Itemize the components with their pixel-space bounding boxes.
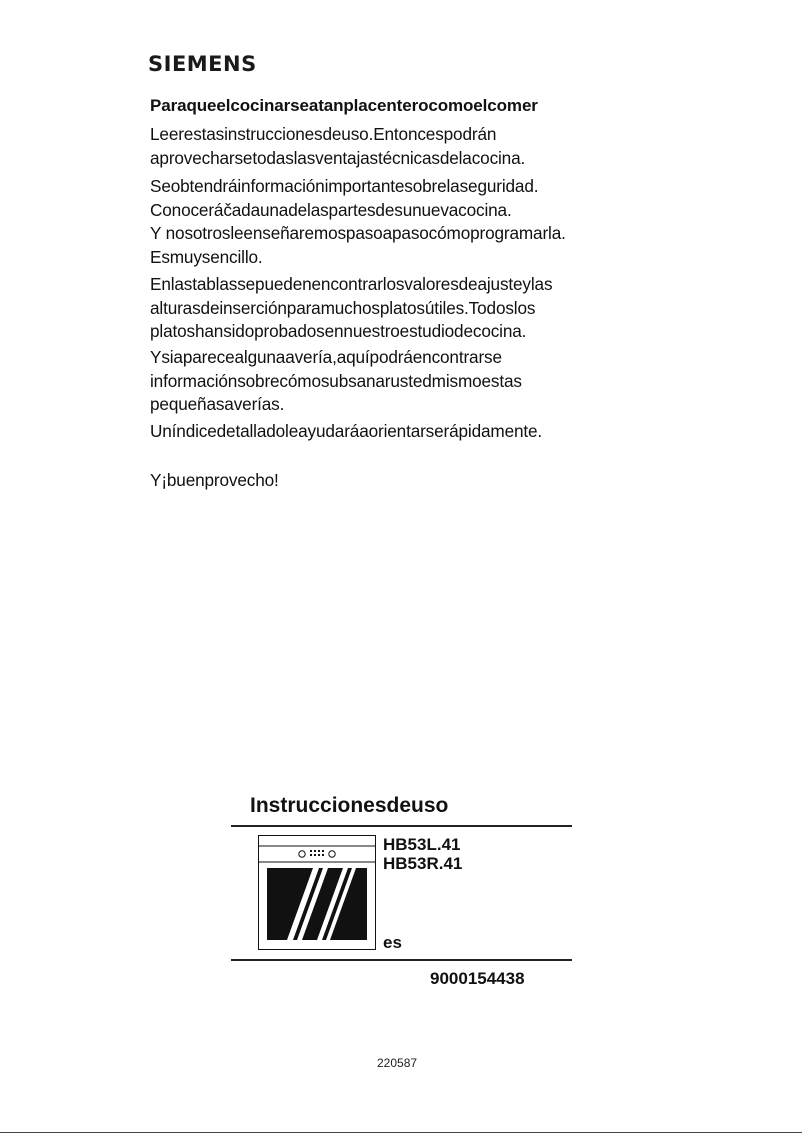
- text-line: aprovecharsetodaslasventajastécnicasdelacocina.: [150, 147, 526, 168]
- intro-paragraph: [150, 420, 670, 444]
- text-line: informaciónsobrecómosubsanarustedmismoestas: [150, 370, 522, 391]
- text-line: pequeñasaverías.: [150, 394, 285, 414]
- footer-code: 220587: [377, 1056, 418, 1070]
- text-line: Conoceráčadaunadelaspartesdesunuevacocina.: [150, 199, 512, 220]
- text-line: alturasdeinserciónparamuchosplatosútiles.Todoslos: [150, 297, 536, 318]
- text-line: Y¡buenprovecho!: [150, 470, 279, 490]
- divider: [231, 825, 572, 827]
- model-number: HB53R.41: [383, 854, 463, 873]
- text-line: Y nosotrosleenseñaremospasoapasocómoprogramarla.: [150, 223, 566, 243]
- intro-paragraph: [150, 123, 670, 170]
- text-line: Esmuysencillo.: [150, 246, 263, 267]
- text-line: Uníndicedetalladoleayudaráaorientarserápidamente.: [150, 421, 543, 441]
- intro-paragraph: [150, 175, 670, 269]
- manual-title: Instruccionesdeuso: [250, 794, 449, 817]
- divider: [231, 959, 572, 961]
- text-line: Seobtendráinformaciónimportantesobrelaseguridad.: [150, 176, 539, 196]
- text-line: Ysiaparecealgunaavería,aquípodráencontrarse: [150, 347, 502, 367]
- text-line: Leerestasinstruccionesdeuso.Entoncespodrán: [150, 124, 497, 144]
- intro-paragraph: [150, 346, 670, 417]
- closing-line: [150, 469, 670, 493]
- intro-paragraph: [150, 273, 670, 344]
- page-edge-line: [0, 1132, 802, 1133]
- oven-icon: [258, 835, 376, 950]
- text-line: platoshansidoprobadosennuestroestudiodecocina.: [150, 321, 527, 341]
- brand-logo: SIEMENS: [148, 52, 257, 76]
- language-code: es: [383, 933, 402, 952]
- model-number: HB53L.41: [383, 835, 461, 854]
- text-line: Enlastablassepuedenencontrarlosvaloresdeajusteylas: [150, 274, 553, 294]
- document-number: 9000154438: [430, 969, 525, 988]
- intro-heading: Paraqueelcocinarseatanplacenterocomoelcomer: [150, 96, 538, 115]
